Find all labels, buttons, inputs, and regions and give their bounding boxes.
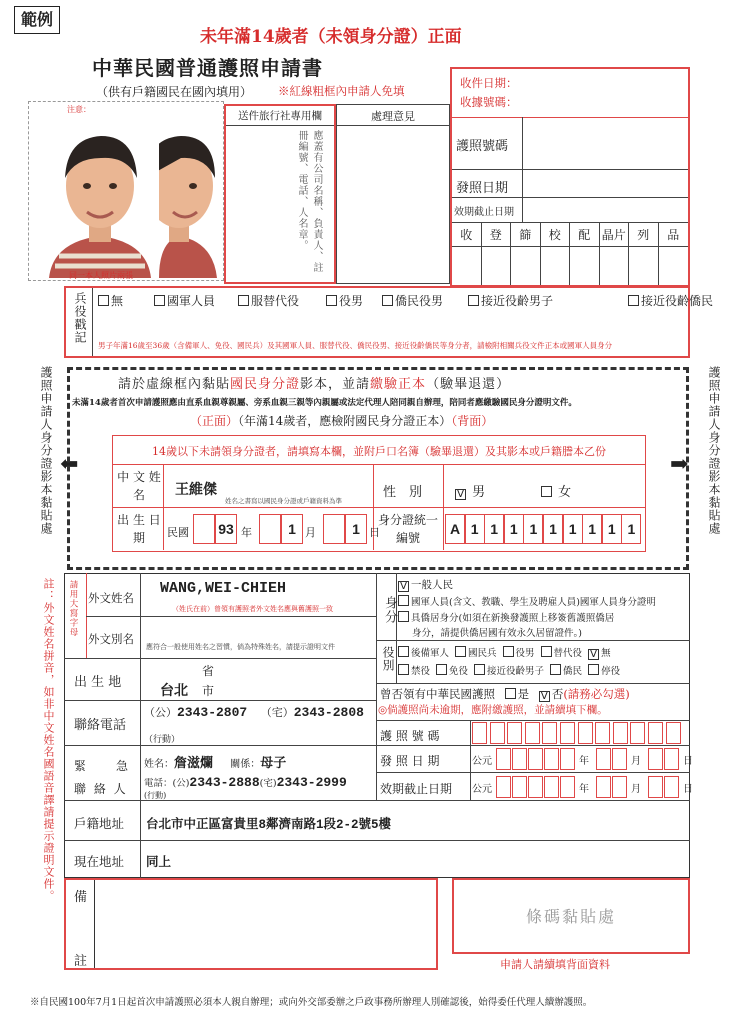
date-digit-box[interactable] <box>664 776 679 798</box>
service-option[interactable]: 僑民 <box>550 666 582 677</box>
process-step: 列 <box>629 222 659 285</box>
id-number-label: 身分證統一編號 <box>377 513 438 545</box>
passport-digit-box[interactable] <box>666 722 681 744</box>
date-digit-box[interactable] <box>496 776 511 798</box>
agency-header: 送件旅行社專用欄 <box>238 110 322 122</box>
instr-c: 影本，並請 <box>300 377 371 392</box>
date-unit: 日 <box>683 784 693 795</box>
id-digit[interactable]: 1 <box>621 514 641 544</box>
redbox-note: ※紅線粗框內申請人免填 <box>278 84 405 98</box>
en-name-value[interactable]: WANG,WEI-CHIEH <box>160 580 287 597</box>
continue-note: 申請人請續填背面資料 <box>500 958 610 971</box>
military-option[interactable]: 役男 <box>326 292 363 309</box>
service-option[interactable]: 後備軍人 <box>398 648 449 659</box>
service-option[interactable]: 接近役齡男子 <box>474 666 544 677</box>
middle-label: （年滿14歲者，應檢附國民身分證正本） <box>238 414 452 428</box>
date-digit-box[interactable] <box>596 748 611 770</box>
id-front-back <box>190 412 493 429</box>
date-digit-box[interactable] <box>664 748 679 770</box>
receipt-no-label: 收據號碼： <box>460 95 518 109</box>
process-step: 篩 <box>511 222 541 285</box>
service-option[interactable]: 役男 <box>503 648 535 659</box>
phone-mobile: （行動） <box>144 735 181 745</box>
date-unit: 日 <box>683 756 693 767</box>
identity-opt2[interactable]: 國軍人員(含文、教職、學生及聘雇人員)國軍人員身分證明 <box>398 594 656 608</box>
review-box <box>336 104 450 284</box>
previous-passport[interactable]: 曾否領有中華民國護照 是 V 否(請務必勾選) <box>380 686 630 702</box>
id-digit[interactable]: 1 <box>465 514 485 544</box>
back-label: （背面） <box>451 414 494 428</box>
service-option[interactable]: 國民兵 <box>455 648 497 659</box>
id-number-digits <box>445 514 645 548</box>
date-unit: 月 <box>631 756 641 767</box>
id-digit[interactable]: 1 <box>504 514 524 544</box>
date-digit-box[interactable] <box>528 748 543 770</box>
id-side-label-right: 護照申請人身分證影本黏貼處 <box>707 366 721 535</box>
gender-label: 性 別 <box>383 485 423 500</box>
military-label: 兵役戳記 <box>73 292 87 344</box>
identity-label: 身分 <box>382 596 397 624</box>
prev-issue-date[interactable] <box>472 748 693 770</box>
prev-expiry-label: 效期截止日期 <box>380 782 453 796</box>
process-step: 晶片 <box>600 222 630 285</box>
household-label: 戶籍地址 <box>74 816 125 831</box>
military-option[interactable]: 接近役齡僑民 <box>628 292 713 309</box>
cn-name-value: 王維傑 <box>175 482 217 498</box>
passport-digit-box[interactable] <box>525 722 540 744</box>
military-option[interactable]: 國軍人員 <box>154 292 215 309</box>
previous-warning: ◎倘護照尚未逾期，應附繳護照，並請續填下欄。 <box>378 704 608 716</box>
service-option[interactable]: V 無 <box>588 648 611 659</box>
cn-name-label: 中 文 姓 名 <box>117 470 161 502</box>
birthplace-city[interactable]: 台北 <box>160 684 188 700</box>
current-label: 現在地址 <box>74 854 125 869</box>
applicant-photo-2 <box>159 116 219 278</box>
instr-b: 國民身分證 <box>230 377 301 392</box>
form-subtitle: （供有戶籍國民在國內填用） <box>96 85 253 99</box>
service-option[interactable]: 禁役 <box>398 666 430 677</box>
emergency-label-b: 聯 絡 人 <box>74 782 128 796</box>
date-digit-box[interactable] <box>544 776 559 798</box>
id-note: 未滿14歲者首次申請護照應由直系血親尊親屬、旁系血親三親等內親屬或法定代理人陪同親自辦理，陪同者應繳驗國民身分證明文件。 <box>72 398 577 408</box>
footer-note: ※自民國100年7月1日起首次申請護照必須本人親自辦理；或向外交部委辦之戶政事務所辦理人別確認後，始得委任代理人續辦護照。 <box>30 997 593 1008</box>
date-digit-box[interactable] <box>560 776 575 798</box>
banner-title: 未年滿14歲者（未領身分證）正面 <box>200 27 462 47</box>
date-digit-box[interactable] <box>596 776 611 798</box>
service-option[interactable]: 免役 <box>436 666 468 677</box>
en-name-label: 外文姓名 <box>88 591 134 605</box>
process-step: 收 <box>452 222 482 285</box>
capital-letters-note: 請用大寫字母 <box>68 580 78 637</box>
agency-box <box>224 104 336 284</box>
process-step: 登 <box>482 222 512 285</box>
instr-d: 繳驗正本 <box>370 377 427 392</box>
instr-a: 請於虛線框內黏貼 <box>118 377 231 392</box>
birthplace-province: 省 <box>202 664 215 678</box>
identity-opt3-cont: 身分，請提供僑居國有效永久居留證件。) <box>412 628 582 639</box>
service-label: 役別 <box>381 646 395 672</box>
id-side-label-left: 護照申請人身分證影本黏貼處 <box>39 366 53 535</box>
household-value[interactable]: 台北市中正區富貴里8鄰濟南路1段2-2號5樓 <box>146 818 392 832</box>
date-digit-box[interactable] <box>648 776 663 798</box>
passport-digit-box[interactable] <box>490 722 505 744</box>
agency-body: 應蓋有公司名稱、負責人、註冊編號、電話、人名章。 <box>296 130 322 273</box>
process-step: 校 <box>541 222 571 285</box>
under14-box <box>112 435 646 552</box>
birthplace-city-unit: 市 <box>202 684 215 698</box>
passport-digit-box[interactable] <box>472 722 487 744</box>
process-step: 品 <box>659 222 689 285</box>
prev-expiry-date[interactable] <box>472 776 693 798</box>
emergency-mobile: (行動) <box>144 791 167 800</box>
passport-digit-box[interactable] <box>630 722 645 744</box>
passport-digit-box[interactable] <box>613 722 628 744</box>
alias-label: 外文別名 <box>88 632 134 646</box>
passport-digit-box[interactable] <box>595 722 610 744</box>
date-digit-box[interactable] <box>512 748 527 770</box>
ad-label: 公元 <box>472 756 492 767</box>
date-digit-box[interactable] <box>496 748 511 770</box>
passport-digit-box[interactable] <box>542 722 557 744</box>
prev-passport-boxes[interactable] <box>472 722 688 744</box>
form-title: 中華民國普通護照申請書 <box>92 56 323 80</box>
birthplace-label: 出 生 地 <box>74 675 122 690</box>
military-option[interactable]: 接近役齡男子 <box>468 292 553 309</box>
id-digit[interactable]: 1 <box>543 514 563 544</box>
process-step: 配 <box>570 222 600 285</box>
date-digit-box[interactable] <box>612 776 627 798</box>
date-digit-box[interactable] <box>512 776 527 798</box>
remarks-label-a: 備 <box>74 890 88 905</box>
instr-e: （驗畢退還） <box>426 377 511 392</box>
military-record-box <box>64 286 714 358</box>
photo-note-bottom: 同一本人照片兩張 <box>69 271 133 280</box>
remarks-label-b: 註 <box>74 954 88 969</box>
cn-name-hint: 姓名之書寫以國民身分證或戶籍資料為準 <box>225 497 342 505</box>
id-digit[interactable]: 1 <box>602 514 622 544</box>
id-digit[interactable]: 1 <box>523 514 543 544</box>
birth-label: 出 生 日 期 <box>117 513 161 545</box>
birth-date: 民國 93 年 1 月 1 日 <box>165 514 371 548</box>
date-digit-box[interactable] <box>528 776 543 798</box>
ad-label: 公元 <box>472 784 492 795</box>
date-unit: 月 <box>631 784 641 795</box>
office-issue-date: 發照日期 <box>456 181 509 196</box>
phone-values[interactable]: （公）2343-2807 （宅）2343-2808 <box>144 705 364 720</box>
date-unit: 年 <box>579 784 589 795</box>
service-row-1 <box>398 645 617 660</box>
service-option[interactable]: 替代役 <box>541 648 583 659</box>
current-value[interactable]: 同上 <box>146 856 172 870</box>
prev-issue-label: 發 照 日 期 <box>380 754 440 768</box>
service-option[interactable]: 停役 <box>588 666 620 677</box>
identity-opt1[interactable]: V一般人民 <box>398 577 453 592</box>
gender-male[interactable]: V 男 <box>455 481 485 500</box>
military-option[interactable]: 僑民役男 <box>382 292 443 309</box>
id-instruction <box>118 373 510 392</box>
barcode-label: 條碼黏貼處 <box>525 907 616 926</box>
emergency-label-a: 緊 急 <box>74 759 131 773</box>
front-label: （正面） <box>190 414 239 428</box>
example-tag: 範例 <box>14 6 60 34</box>
id-digit[interactable]: 1 <box>563 514 583 544</box>
phone-label: 聯絡電話 <box>74 718 127 733</box>
date-digit-box[interactable] <box>612 748 627 770</box>
photo-note: 注意： <box>67 105 91 114</box>
id-digit[interactable]: 1 <box>582 514 602 544</box>
passport-digit-box[interactable] <box>648 722 663 744</box>
received-date-label: 收件日期： <box>460 76 518 90</box>
identity-opt3[interactable]: 具僑居身分(如須在新換發護照上移簽舊護照僑居 <box>398 610 614 624</box>
military-note: 男子年滿16歲至36歲（含備軍人、免役、國民兵）及其國軍人員、服替代役、僑民役男、接近役齡僑民等身分者，請檢附相關兵役文件正本或國軍人員身分 <box>98 341 613 350</box>
gender-female[interactable]: 女 <box>541 481 571 500</box>
arrow-right: ➡ <box>670 452 689 477</box>
alias-hint: 應符合一般使用姓名之習慣，倘為特殊姓名，請提示證明文件 <box>146 643 335 651</box>
en-name-hint: （姓氏在前）曾領有護照者外文姓名應與舊護照一致 <box>172 605 333 613</box>
left-margin-note: 註：外文姓名拼音，如非中文姓名國語音譯請提示證明文件。 <box>42 578 55 902</box>
military-option[interactable]: 無 <box>98 292 123 309</box>
passport-digit-box[interactable] <box>560 722 575 744</box>
office-use-box <box>450 67 690 287</box>
date-unit: 年 <box>579 756 589 767</box>
office-passport-no: 護照號碼 <box>456 139 509 154</box>
emergency-contact[interactable]: 姓名：詹滋爛 關係：母子 <box>144 756 287 771</box>
applicant-photo-1 <box>41 116 159 278</box>
date-digit-box[interactable] <box>560 748 575 770</box>
remarks-box <box>64 878 438 970</box>
id-digit[interactable]: A <box>445 514 465 544</box>
id-digit[interactable]: 1 <box>484 514 504 544</box>
military-option[interactable]: 服替代役 <box>238 292 299 309</box>
photo-area <box>28 101 224 281</box>
barcode-box <box>452 878 690 954</box>
passport-digit-box[interactable] <box>578 722 593 744</box>
process-steps <box>452 222 688 285</box>
prev-passport-label: 護 照 號 碼 <box>380 729 440 743</box>
date-digit-box[interactable] <box>648 748 663 770</box>
arrow-left: ⬅ <box>60 452 79 477</box>
service-row-2 <box>398 663 626 677</box>
passport-digit-box[interactable] <box>507 722 522 744</box>
office-expiry-date: 效期截止日期 <box>454 207 514 218</box>
review-header: 處理意見 <box>371 110 415 123</box>
under14-note: 14歲以下未請領身分證者，請填寫本欄，並附戶口名簿（驗畢退還）及其影本或戶籍謄本乙份 <box>152 445 606 458</box>
date-digit-box[interactable] <box>544 748 559 770</box>
emergency-phone[interactable]: 電話：(公)2343-2888(宅)2343-2999 <box>144 775 347 790</box>
